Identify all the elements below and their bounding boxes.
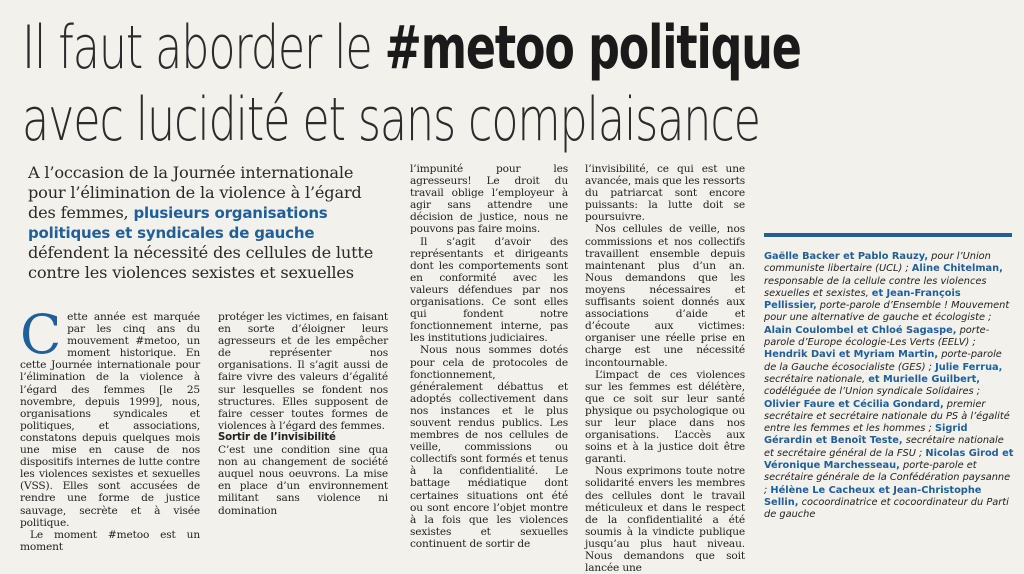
- signer-title: porte-parole d’Ensemble ! Mouvement pour une alternative de gauche et écologiste ;: [764, 300, 1010, 324]
- signer-name: Hendrik Davi et Myriam Martin,: [764, 349, 939, 361]
- article-column-4: [585, 163, 745, 574]
- article-column-1: [20, 303, 200, 553]
- paragraph: Il s’agit d’avoir des représentants et dirigeants dont les comportements sont en conformité avec les valeurs défendues par nos organisations. Ce sont elles qui fondent notre fonctionnement interne, pas les institutions judiciaires.: [410, 235, 568, 345]
- signer-title: porte-parole et secrétaire générale de la Confédération paysanne ;: [764, 460, 1011, 496]
- paragraph: L’impact de ces violences sur les femmes est délétère, que ce soit sur leur santé physique ou psychologique ou sur leur place dans nos organisations. L’accès aux soins et à la justice doit être garanti.: [585, 368, 745, 466]
- signer-title: premier secrétaire et secrétaire nationale du PS à l’égalité entre les femmes et les hommes ;: [764, 398, 1010, 435]
- signer-name: et Murielle Guilbert,: [868, 373, 980, 385]
- signer-name: Alain Coulombel et Chloé Sagaspe,: [764, 324, 957, 336]
- paragraph: protéger les victimes, en faisant en sorte d’éloigner leurs agresseurs et de les empêcher de représenter nos organisations. Il s’agit aussi de faire vivre des valeurs d’égalité sur lesquelles se fondent nos structures. Elles supposent de faire cesser toutes formes de violences à l’égard des femmes.: [218, 311, 388, 432]
- signer-title: porte-parole d’Europe écologie-Les Verts (EELV) ;: [764, 324, 990, 349]
- paragraph: Nos cellules de veille, nos commissions et nos collectifs travaillent ensemble depuis maintenant plus d’un an. Nous demandons que les moyens nécessaires et suffisants soient donnés aux associations d’aide et d’écoute aux victimes: organiser une réelle prise en charge est une nécessité incontournable.: [585, 223, 745, 369]
- signer-title: responsable de la cellule contre les violences sexuelles et sexistes,: [764, 275, 987, 299]
- headline-hashtag: #metoo politique: [384, 13, 801, 83]
- headline-line-1: [22, 13, 801, 83]
- signer-name: Olivier Faure et Cécilia Gondard,: [764, 398, 944, 410]
- paragraph-text: ette année est marquée par les cinq ans du mouvement #metoo, un moment historique. En cette Journée internationale pour l’élimination de la violence à l’égard des femmes [le 25 novembre, depuis 1999], nous, organisations syndicales et politiques, et associations, constatons depuis quelques mois une mise en cause de nos dispositifs internes de lutte contre les violences sexistes et sexuelles (VSS). Elles sont accusées de rendre une forme de justice sauvage, secrète et à visée politique.: [20, 311, 200, 529]
- paragraph: C’est une condition sine qua non au changement de société auquel nous oeuvrons. La mise en place d’un environnement militant sans violence ni domination: [218, 444, 388, 517]
- dropcap: C: [20, 303, 62, 366]
- lead-paragraph: [28, 163, 378, 283]
- signer-title: codéléguée de l’Union syndicale Solidaires ;: [764, 386, 981, 398]
- signer-name: Nicolas Girod et Véronique Marchesseau,: [764, 447, 1014, 472]
- signatories-list: [764, 251, 1014, 522]
- paragraph: Nous nous sommes dotés pour cela de protocoles de fonctionnement, généralement débattus et adoptés collectivement dans nos instances et le plus souvent rendus publics. Les membres de nos cellules de veille, commissions ou collectifs sont formés et tenus à la confidentialité. Le battage médiatique dont certaines situations ont été ou sont encore l’objet montre à la fois que les violences sexistes et sexuelles continuent de sortir de: [410, 344, 568, 550]
- lead-text-2: défendent la nécessité des cellules de lutte contre les violences sexistes et sexuelles: [28, 243, 374, 282]
- paragraph: Nous exprimons toute notre solidarité envers les membres des cellules dont le travail méticuleux et dans le respect de la confidentialité a été soumis à la vindicte publique jusqu’au plus haut niveau. Nous demandons que soit lancée une: [585, 465, 745, 574]
- signer-name: Aline Chitelman,: [911, 263, 1003, 275]
- signer-name: Hélène Le Cacheux et Jean-Christophe Sellin,: [764, 484, 982, 508]
- signer-name: Julie Ferrua,: [935, 361, 1003, 373]
- signer-name: Gaëlle Backer et Pablo Rauzy,: [764, 251, 929, 262]
- signer-title: secrétaire nationale,: [764, 373, 869, 385]
- paragraph: l’impunité pour les agresseurs! Le droit du travail oblige l’employeur à agir sans attendre une décision de justice, nous ne pouvons pas faire moins.: [410, 163, 568, 236]
- article-column-3: [410, 163, 568, 550]
- signer-title: secrétaire nationale et secrétaire général de la FSU ;: [764, 435, 1004, 459]
- signer-title: cocoordinatrice et cocoordinateur du Parti de gauche: [764, 496, 1009, 521]
- signer-title: pour l’Union communiste libertaire (UCL) ;: [764, 251, 991, 275]
- article-column-2: [218, 311, 388, 517]
- paragraph: l’invisibilité, ce qui est une avancée, mais que les ressorts du patriarcat sont encore puissants: la lutte doit se poursuivre.: [585, 163, 745, 224]
- headline-line-2: avec lucidité et sans complaisance: [22, 85, 760, 155]
- signer-name: Sigrid Gérardin et Benoît Teste,: [764, 423, 968, 447]
- paragraph: [20, 303, 200, 529]
- paragraph: Le moment #metoo est un moment: [20, 528, 200, 553]
- section-subheading: Sortir de l’invisibilité: [218, 431, 336, 443]
- lead-highlight: plusieurs organisations politiques et syndicales de gauche: [28, 204, 328, 242]
- signer-title: porte-parole de la Gauche écosocialiste (GES) ;: [764, 349, 1002, 373]
- headline-text: Il faut aborder le: [22, 13, 385, 83]
- signers-divider: [764, 233, 1012, 237]
- signer-name: et Jean-François Pellissier,: [764, 287, 961, 312]
- lead-text-1: A l’occasion de la Journée internationale pour l’élimination de la violence à l’égard des femmes,: [28, 163, 362, 222]
